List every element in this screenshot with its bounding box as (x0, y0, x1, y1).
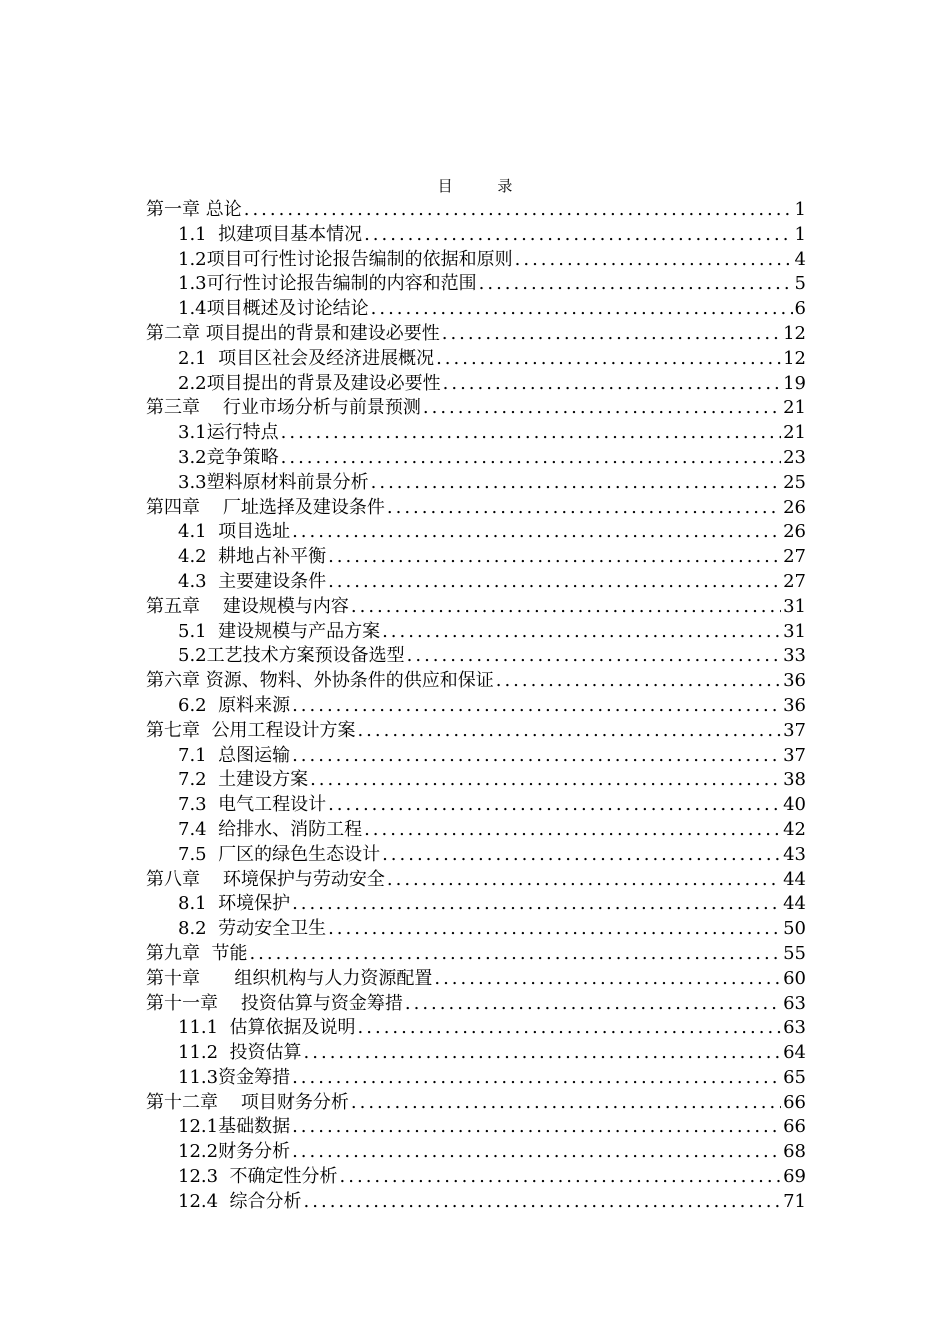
toc-entry-label: 11.2 投资估算 (178, 1042, 302, 1064)
toc-dot-leader (382, 843, 781, 868)
toc-section-entry[interactable] (146, 347, 806, 372)
toc-dot-leader (292, 520, 781, 545)
toc-page-number: 25 (783, 471, 806, 493)
toc-entry-label: 3.1运行特点 (178, 422, 279, 444)
toc-dot-leader (328, 917, 781, 942)
toc-section-entry[interactable] (146, 446, 806, 471)
toc-dot-leader (304, 1041, 782, 1066)
toc-dot-leader (328, 545, 781, 570)
toc-chapter-entry[interactable] (146, 942, 806, 967)
toc-page-number: 55 (783, 942, 806, 964)
toc-page-number: 37 (783, 744, 806, 766)
toc-page-number: 31 (783, 595, 806, 617)
toc-chapter-entry[interactable] (146, 595, 806, 620)
toc-entry-label: 5.1 建设规模与产品方案 (178, 620, 381, 642)
toc-entry-label: 7.4 给排水、消防工程 (178, 818, 363, 840)
toc-page-number: 69 (783, 1166, 806, 1188)
toc-dot-leader (479, 272, 793, 297)
toc-entry-label: 12.3 不确定性分析 (178, 1166, 338, 1188)
table-of-contents (146, 198, 806, 1215)
toc-entry-label: 12.2财务分析 (178, 1141, 291, 1163)
toc-page-number: 26 (783, 496, 806, 518)
toc-chapter-entry[interactable] (146, 396, 806, 421)
toc-entry-label: 2.1 项目区社会及经济进展概况 (178, 347, 435, 369)
toc-dot-leader (387, 868, 781, 893)
toc-section-entry[interactable] (146, 1115, 806, 1140)
toc-entry-label: 4.2 耕地占补平衡 (178, 546, 327, 568)
toc-entry-label: 1.3可行性讨论报告编制的内容和范围 (178, 273, 477, 295)
toc-entry-label: 7.2 土建设方案 (178, 769, 309, 791)
toc-section-entry[interactable] (146, 272, 806, 297)
toc-page-number: 1 (794, 199, 806, 220)
toc-section-entry[interactable] (146, 372, 806, 397)
toc-dot-leader (382, 620, 781, 645)
toc-section-entry[interactable] (146, 545, 806, 570)
toc-page-number: 50 (783, 918, 806, 940)
toc-page-number: 63 (783, 992, 806, 1014)
toc-section-entry[interactable] (146, 694, 806, 719)
toc-entry-label: 第九章 节能 (146, 942, 248, 964)
toc-entry-label: 4.3 主要建设条件 (178, 570, 327, 592)
toc-section-entry[interactable] (146, 793, 806, 818)
toc-page-number: 33 (783, 645, 806, 667)
toc-entry-label: 第十一章 投资估算与资金筹措 (146, 992, 403, 1014)
toc-entry-label: 第七章 公用工程设计方案 (146, 719, 356, 741)
toc-page-number: 26 (783, 521, 806, 543)
toc-dot-leader (358, 1016, 782, 1041)
toc-chapter-entry[interactable] (146, 992, 806, 1017)
toc-dot-leader (281, 446, 781, 471)
toc-entry-label: 2.2项目提出的背景及建设必要性 (178, 372, 441, 394)
toc-entry-label: 1.1 拟建项目基本情况 (178, 223, 363, 245)
toc-entry-label: 12.4 综合分析 (178, 1190, 302, 1212)
toc-section-entry[interactable] (146, 620, 806, 645)
toc-dot-leader (515, 248, 793, 273)
toc-chapter-entry[interactable] (146, 496, 806, 521)
toc-page-number: 63 (783, 1017, 806, 1039)
toc-dot-leader (407, 644, 781, 669)
toc-dot-leader (405, 992, 781, 1017)
toc-section-entry[interactable] (146, 892, 806, 917)
toc-page-number: 60 (783, 967, 806, 989)
toc-page-number: 1 (794, 223, 806, 245)
toc-dot-leader (249, 942, 781, 967)
toc-page-number: 36 (783, 670, 806, 692)
toc-dot-leader (292, 1066, 781, 1091)
toc-entry-label: 第六章 资源、物料、外协条件的供应和保证 (146, 670, 494, 692)
toc-dot-leader (292, 1140, 781, 1165)
toc-dot-leader (496, 669, 781, 694)
toc-dot-leader (304, 1190, 782, 1215)
toc-section-entry[interactable] (146, 471, 806, 496)
toc-entry-label: 3.3塑料原材料前景分析 (178, 471, 369, 493)
toc-page-number: 6 (794, 298, 806, 320)
toc-entry-label: 8.2 劳动安全卫生 (178, 918, 327, 940)
toc-page-number: 38 (783, 769, 806, 791)
toc-page-number: 44 (783, 868, 806, 890)
toc-entry-label: 第五章 建设规模与内容 (146, 595, 349, 617)
toc-page-number: 40 (783, 794, 806, 816)
toc-section-entry[interactable] (146, 768, 806, 793)
toc-entry-label: 第十二章 项目财务分析 (146, 1091, 349, 1113)
toc-section-entry[interactable] (146, 1165, 806, 1190)
toc-dot-leader (423, 396, 781, 421)
toc-page-number: 37 (783, 719, 806, 741)
toc-chapter-entry[interactable] (146, 719, 806, 744)
toc-dot-leader (364, 818, 781, 843)
toc-chapter-entry[interactable] (146, 967, 806, 992)
toc-dot-leader (340, 1165, 782, 1190)
toc-page-number: 36 (783, 694, 806, 716)
toc-entry-label: 7.1 总图运输 (178, 744, 291, 766)
toc-page-number: 64 (783, 1042, 806, 1064)
toc-dot-leader (387, 496, 781, 521)
toc-entry-label: 第八章 环境保护与劳动安全 (146, 868, 385, 890)
toc-section-entry[interactable] (146, 421, 806, 446)
toc-entry-label: 4.1 项目选址 (178, 521, 291, 543)
toc-page-number: 71 (783, 1190, 806, 1212)
toc-section-entry[interactable] (146, 297, 806, 322)
toc-section-entry[interactable] (146, 1190, 806, 1215)
toc-entry-label: 11.3资金筹措 (178, 1066, 291, 1088)
toc-dot-leader (371, 471, 781, 496)
toc-entry-label: 11.1 估算依据及说明 (178, 1017, 356, 1039)
toc-page-number: 21 (783, 397, 806, 419)
toc-dot-leader (310, 768, 781, 793)
toc-section-entry[interactable] (146, 223, 806, 248)
toc-dot-leader (351, 595, 781, 620)
toc-entry-label: 1.2项目可行性讨论报告编制的依据和原则 (178, 248, 513, 270)
toc-section-entry[interactable] (146, 1140, 806, 1165)
toc-page-number: 4 (794, 248, 806, 270)
toc-page-number: 27 (783, 546, 806, 568)
toc-dot-leader (351, 1091, 781, 1116)
toc-dot-leader (371, 297, 793, 322)
toc-chapter-entry[interactable] (146, 669, 806, 694)
toc-entry-label: 第二章 项目提出的背景和建设必要性 (146, 322, 440, 344)
toc-entry-label: 7.5 厂区的绿色生态设计 (178, 843, 381, 865)
toc-dot-leader (244, 198, 793, 223)
toc-section-entry[interactable] (146, 1041, 806, 1066)
toc-page-number: 5 (794, 273, 806, 295)
toc-dot-leader (328, 793, 781, 818)
toc-page-number: 65 (783, 1066, 806, 1088)
toc-dot-leader (357, 719, 781, 744)
toc-page-number: 19 (783, 372, 806, 394)
toc-section-entry[interactable] (146, 843, 806, 868)
toc-section-entry[interactable] (146, 1066, 806, 1091)
toc-section-entry[interactable] (146, 1016, 806, 1041)
toc-entry-label: 8.1 环境保护 (178, 893, 291, 915)
toc-entry-label: 第四章 厂址选择及建设条件 (146, 496, 385, 518)
toc-page-number: 66 (783, 1116, 806, 1138)
toc-page-number: 44 (783, 893, 806, 915)
toc-page-number: 12 (783, 322, 806, 344)
toc-page-number: 23 (783, 446, 806, 468)
toc-entry-label: 1.4项目概述及讨论结论 (178, 298, 369, 320)
toc-entry-label: 第十章 组织机构与人力资源配置 (146, 967, 433, 989)
toc-section-entry[interactable] (146, 744, 806, 769)
toc-page-number: 42 (783, 818, 806, 840)
toc-chapter-entry[interactable] (146, 1091, 806, 1116)
toc-section-entry[interactable] (146, 248, 806, 273)
toc-dot-leader (292, 1115, 781, 1140)
toc-dot-leader (442, 322, 781, 347)
toc-chapter-entry[interactable] (146, 868, 806, 893)
toc-dot-leader (292, 694, 781, 719)
toc-entry-label: 7.3 电气工程设计 (178, 794, 327, 816)
toc-section-entry[interactable] (146, 570, 806, 595)
toc-page-number: 27 (783, 570, 806, 592)
toc-entry-label: 6.2 原料来源 (178, 694, 291, 716)
toc-page-number: 21 (783, 422, 806, 444)
toc-dot-leader (364, 223, 792, 248)
toc-chapter-entry[interactable] (146, 198, 806, 223)
toc-page-number: 68 (783, 1141, 806, 1163)
toc-chapter-entry[interactable] (146, 322, 806, 347)
toc-entry-label: 第三章 行业市场分析与前景预测 (146, 397, 421, 419)
toc-page-number: 43 (783, 843, 806, 865)
toc-section-entry[interactable] (146, 917, 806, 942)
toc-entry-label: 12.1基础数据 (178, 1116, 291, 1138)
toc-dot-leader (434, 967, 781, 992)
toc-section-entry[interactable] (146, 644, 806, 669)
toc-dot-leader (292, 892, 781, 917)
toc-page-number: 31 (783, 620, 806, 642)
toc-section-entry[interactable] (146, 520, 806, 545)
toc-entry-label: 5.2工艺技术方案预设备选型 (178, 645, 405, 667)
toc-dot-leader (436, 347, 781, 372)
toc-title: 目 录 (437, 177, 533, 195)
toc-page-number: 66 (783, 1091, 806, 1113)
toc-dot-leader (328, 570, 781, 595)
toc-dot-leader (443, 372, 781, 397)
toc-entry-label: 第一章 总论 (146, 199, 242, 220)
toc-dot-leader (281, 421, 781, 446)
toc-dot-leader (292, 744, 781, 769)
toc-section-entry[interactable] (146, 818, 806, 843)
toc-entry-label: 3.2竞争策略 (178, 446, 279, 468)
toc-page-number: 12 (783, 347, 806, 369)
